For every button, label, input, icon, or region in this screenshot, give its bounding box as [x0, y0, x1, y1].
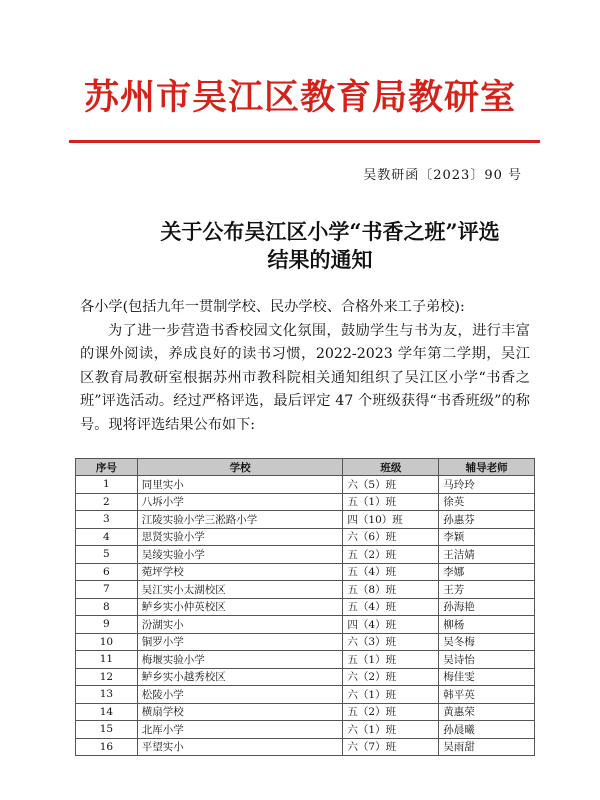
- letterhead-red-rule: [69, 140, 540, 143]
- notice-body: [80, 296, 530, 438]
- letterhead-title: 苏州市吴江区教育局教研室: [83, 77, 516, 118]
- table-row: [76, 616, 535, 634]
- cell-school: 横扇学校: [137, 703, 343, 721]
- cell-teacher: 徐英: [439, 493, 535, 511]
- cell-class: 五（1）班: [343, 651, 439, 669]
- table-row: [76, 633, 535, 651]
- cell-index: 14: [76, 703, 138, 721]
- body-paragraph: 为了进一步营造书香校园文化氛围，鼓励学生与书为友，进行丰富的课外阅读，养成良好的读书习惯，2022-2023 学年第二学期，吴江区教育局教研室根据苏州市教科院相关通知组织了吴江区小学“书香之班”评选活动。经过严格评选，最后评定 47 个班级获得“书香班级”的称号。现将评选结果公布如下:: [80, 322, 530, 433]
- header-teacher: 辅导老师: [439, 459, 535, 476]
- cell-class: 六（1）班: [343, 721, 439, 739]
- cell-teacher: 王洁婧: [439, 546, 535, 564]
- table-row: [76, 738, 535, 756]
- cell-school: 梅堰实验小学: [137, 651, 343, 669]
- cell-school: 松陵小学: [137, 686, 343, 704]
- cell-index: 3: [76, 511, 138, 529]
- cell-teacher: 孙惠芬: [439, 511, 535, 529]
- notice-title: [90, 218, 550, 274]
- table-row: [76, 703, 535, 721]
- cell-index: 6: [76, 563, 138, 581]
- table-row: [76, 686, 535, 704]
- table-row: [76, 721, 535, 739]
- cell-school: 汾湖实小: [137, 616, 343, 634]
- cell-index: 12: [76, 668, 138, 686]
- cell-school: 鲈乡实小仲英校区: [137, 598, 343, 616]
- cell-index: 16: [76, 738, 138, 756]
- cell-teacher: 李颖: [439, 528, 535, 546]
- header-class: 班级: [343, 459, 439, 476]
- cell-school: 铜罗小学: [137, 633, 343, 651]
- table-row: [76, 546, 535, 564]
- cell-school: 菀坪学校: [137, 563, 343, 581]
- cell-teacher: 韩平英: [439, 686, 535, 704]
- table-row: [76, 581, 535, 599]
- cell-index: 7: [76, 581, 138, 599]
- salutation: 各小学(包括九年一贯制学校、民办学校、合格外来工子弟校):: [80, 299, 465, 315]
- cell-class: 六（6）班: [343, 528, 439, 546]
- cell-index: 1: [76, 476, 138, 494]
- cell-index: 10: [76, 633, 138, 651]
- cell-class: 六（1）班: [343, 686, 439, 704]
- cell-class: 六（7）班: [343, 738, 439, 756]
- notice-title-line-1: 关于公布吴江区小学“书香之班”评选: [160, 219, 500, 244]
- cell-teacher: 孙晨曦: [439, 721, 535, 739]
- cell-school: 同里实小: [137, 476, 343, 494]
- cell-school: 鲈乡实小越秀校区: [137, 668, 343, 686]
- cell-school: 江陵实验小学三淞路小学: [137, 511, 343, 529]
- cell-teacher: 马玲玲: [439, 476, 535, 494]
- table-row: [76, 511, 535, 529]
- cell-class: 四（10）班: [343, 511, 439, 529]
- cell-index: 13: [76, 686, 138, 704]
- cell-school: 思贤实验小学: [137, 528, 343, 546]
- cell-teacher: 黄惠荣: [439, 703, 535, 721]
- cell-index: 11: [76, 651, 138, 669]
- cell-class: 五（1）班: [343, 493, 439, 511]
- cell-teacher: 王芳: [439, 581, 535, 599]
- cell-index: 2: [76, 493, 138, 511]
- cell-class: 六（5）班: [343, 476, 439, 494]
- cell-teacher: 吴雨甜: [439, 738, 535, 756]
- cell-index: 9: [76, 616, 138, 634]
- cell-index: 4: [76, 528, 138, 546]
- table-row: [76, 528, 535, 546]
- table-row: [76, 476, 535, 494]
- table-row: [76, 598, 535, 616]
- cell-teacher: 吴冬梅: [439, 633, 535, 651]
- header-index: 序号: [76, 459, 138, 476]
- table-header-row: [76, 459, 535, 476]
- cell-school: 北厍小学: [137, 721, 343, 739]
- cell-class: 六（3）班: [343, 633, 439, 651]
- cell-class: 五（4）班: [343, 563, 439, 581]
- cell-class: 四（4）班: [343, 616, 439, 634]
- cell-school: 平望实小: [137, 738, 343, 756]
- table-row: [76, 651, 535, 669]
- cell-school: 吴绫实验小学: [137, 546, 343, 564]
- table-body: [76, 476, 535, 756]
- results-table: [75, 458, 535, 756]
- cell-class: 五（2）班: [343, 546, 439, 564]
- cell-class: 五（2）班: [343, 703, 439, 721]
- table-row: [76, 563, 535, 581]
- table-row: [76, 668, 535, 686]
- document-number: 吴教研函〔2023〕90 号: [363, 168, 522, 183]
- cell-class: 六（2）班: [343, 668, 439, 686]
- header-school: 学校: [137, 459, 343, 476]
- cell-school: 吴江实小太湖校区: [137, 581, 343, 599]
- cell-teacher: 吴诗怡: [439, 651, 535, 669]
- cell-class: 五（8）班: [343, 581, 439, 599]
- notice-title-line-2: 结果的通知: [267, 247, 373, 272]
- cell-index: 5: [76, 546, 138, 564]
- cell-teacher: 梅佳雯: [439, 668, 535, 686]
- cell-index: 15: [76, 721, 138, 739]
- cell-index: 8: [76, 598, 138, 616]
- table-row: [76, 493, 535, 511]
- cell-teacher: 李娜: [439, 563, 535, 581]
- cell-class: 五（4）班: [343, 598, 439, 616]
- cell-teacher: 孙海艳: [439, 598, 535, 616]
- cell-school: 八坼小学: [137, 493, 343, 511]
- cell-teacher: 柳杨: [439, 616, 535, 634]
